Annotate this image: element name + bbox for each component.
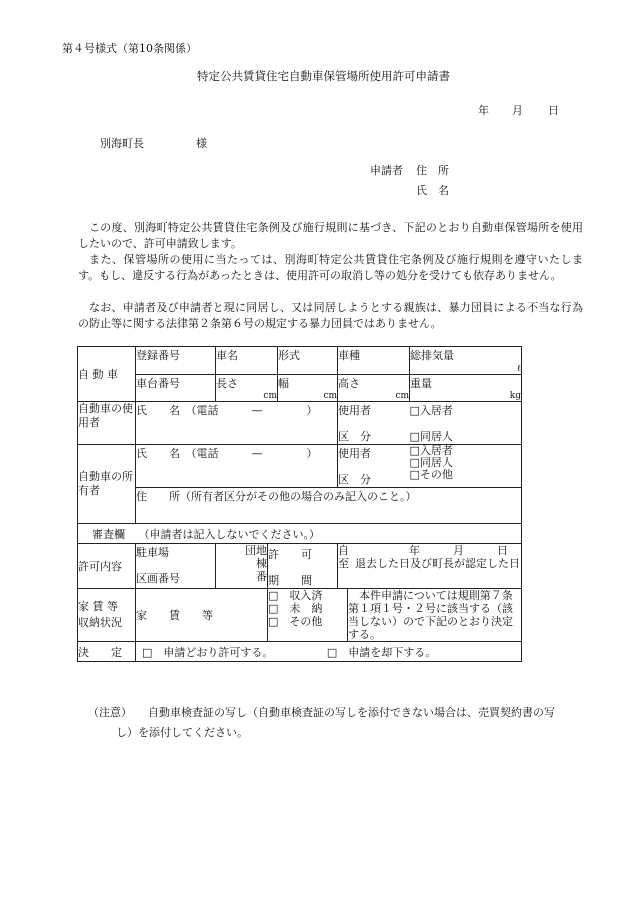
owner-address: 住 所（所有者区分がその他の場合のみ記入のこと。） (136, 488, 522, 524)
period-to-label: 至 (338, 557, 349, 570)
user-label: 自動車の使用者 (78, 402, 136, 445)
width-cell (278, 375, 338, 402)
paragraph-3: なお、申請者及び申請者と現に同居し、又は同居しようとする親族は、暴力団員による不当な行為の防止等に関する法律第２条第６号の規定する暴力団員ではありません。 (78, 301, 583, 330)
unit-cm: cm (323, 391, 337, 401)
note (88, 703, 583, 743)
application-table (77, 346, 522, 662)
rent-options (268, 589, 348, 642)
complex-cell (216, 544, 268, 589)
owner-opt-other[interactable]: □その他 (409, 468, 453, 481)
addressee: 別海町長 (100, 137, 144, 150)
rent-opt-other[interactable]: □ その他 (268, 615, 323, 628)
length-label: 長さ (216, 377, 238, 390)
user-name-phone: 氏 名 （電話 — ） (136, 402, 338, 445)
owner-opt-resident[interactable]: □入居者 (409, 444, 453, 457)
car-type-label: 車種 (338, 347, 410, 375)
review-note: （申請者は記入しないでください。） (138, 527, 320, 541)
owner-kubun-line2: 区 分 (338, 473, 371, 486)
decision-reject[interactable]: □ 申請を却下する。 (326, 645, 437, 659)
rent-opt-unpaid[interactable]: □ 未 納 (268, 602, 323, 615)
review-label: 審査欄 (92, 527, 125, 541)
paragraph-2: また、保管場所の使用に当たっては、別海町特定公共賃貸住宅条例及び施行規則を遵守いたします。もし、違反する行為があったときは、使用許可の取消し等の処分を受けても依存ありません。 (78, 253, 583, 282)
user-kubun-line2: 区 分 (338, 430, 371, 443)
parking-cell (136, 544, 216, 589)
width-label: 幅 (278, 377, 289, 390)
owner-kubun-options (410, 445, 522, 488)
user-opt-cohabitant[interactable]: □同居人 (409, 430, 453, 443)
permit-label: 許可内容 (78, 544, 136, 589)
date-month: 月 (512, 104, 523, 117)
permit-period-cell (268, 544, 338, 589)
rent-label-line1: 家 賃 等 (78, 600, 118, 613)
decision-label: 決 定 (78, 642, 136, 662)
owner-kubun-cell (338, 445, 410, 488)
weight-label: 重量 (410, 377, 432, 390)
height-cell (338, 375, 410, 402)
rent-label: 家 賃 等 (136, 589, 268, 642)
complex-line1: 団地 (245, 544, 267, 557)
permit-period-line1: 許 可 (268, 548, 312, 561)
weight-cell (410, 375, 522, 402)
honorific: 様 (196, 137, 207, 150)
owner-name-phone: 氏 名 （電話 — ） (136, 445, 338, 488)
review-row (78, 524, 522, 544)
rent-label-cell (78, 589, 136, 642)
car-name-label: 車名 (216, 347, 278, 375)
period-cell (338, 544, 522, 589)
decision-options (136, 642, 522, 662)
permit-period-line2: 期 間 (268, 574, 312, 587)
unit-cm: cm (263, 391, 277, 401)
owner-kubun-line1: 使用者 (338, 447, 371, 460)
length-cell (216, 375, 278, 402)
zone-no-label: 区画番号 (136, 572, 180, 585)
car-label: 自 動 車 (78, 347, 136, 402)
decision-approve[interactable]: □ 申請どおり許可する。 (142, 645, 274, 659)
rule-text: 本件申請については規則第７条第１項１号・２号に該当する（該当しない）ので下記のとおり決定する。 (348, 589, 522, 642)
period-to-text: 退去した日及び町長が認定した日 (355, 557, 520, 570)
address-label: 住 所 (416, 164, 449, 177)
period-ymd: 年 月 日 (409, 544, 508, 557)
period-from-label: 自 (338, 544, 349, 557)
note-text-2: し）を添付してください。 (116, 726, 248, 739)
form-number: 第４号様式（第10条関係） (62, 42, 197, 55)
complex-line2: 棟 (256, 557, 267, 570)
page-title: 特定公共賃貸住宅自動車保管場所使用許可申請書 (197, 69, 450, 83)
parking-label: 駐車場 (136, 546, 169, 559)
paragraph-1: この度、別海町特定公共賃貸住宅条例及び施行規則に基づき、下記のとおり自動車保管場所を使用したいので、許可申請致します。 (78, 221, 583, 250)
rent-label-line2: 収納状況 (78, 616, 122, 629)
chassis-no-label: 車台番号 (136, 375, 216, 402)
note-text-1: 自動車検査証の写し（自動車検査証の写しを添付できない場合は、売買契約書の写 (148, 706, 555, 719)
displacement-cell (410, 347, 522, 375)
unit-cm: cm (395, 391, 409, 401)
rent-opt-paid[interactable]: □ 収入済 (268, 589, 323, 602)
displacement-label: 総排気量 (410, 349, 454, 362)
user-kubun-cell (338, 402, 410, 445)
user-kubun-options (410, 402, 522, 445)
date-year: 年 (478, 104, 489, 117)
owner-opt-cohabitant[interactable]: □同居人 (409, 456, 453, 469)
user-kubun-line1: 使用者 (338, 404, 371, 417)
complex-line3: 番 (256, 570, 267, 583)
unit-kg: kg (509, 391, 521, 401)
note-label: （注意） (88, 706, 132, 719)
name-label: 氏 名 (416, 184, 449, 197)
applicant-label: 申請者 (370, 164, 403, 177)
owner-label: 自動車の所有者 (78, 445, 136, 524)
user-opt-resident[interactable]: □入居者 (409, 404, 453, 417)
model-label: 形式 (278, 347, 338, 375)
height-label: 高さ (338, 377, 360, 390)
reg-no-label: 登録番号 (136, 347, 216, 375)
unit-liter: ℓ (516, 364, 521, 374)
date-day: 日 (548, 104, 559, 117)
